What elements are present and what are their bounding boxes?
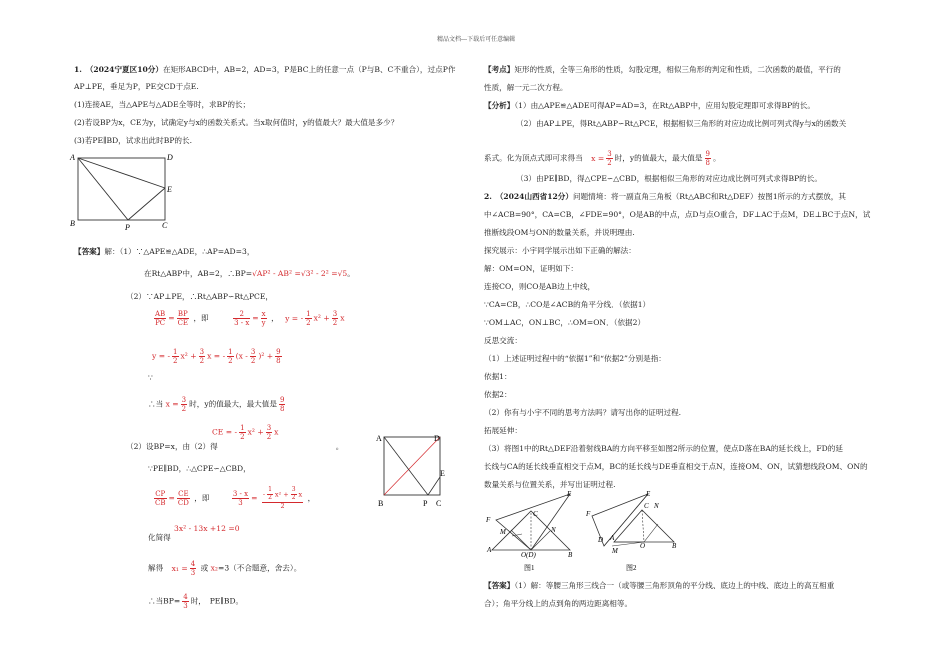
svg-text:B: B [568, 551, 573, 559]
fraction-2-3x: $\frac{2}{3 - x}$ [234, 310, 250, 328]
fraction-x-y: $\frac{x}{y}$ [261, 310, 266, 328]
svg-text:A: A [487, 546, 492, 554]
triangle-figure-2 [584, 486, 688, 574]
svg-text:O: O [640, 542, 646, 550]
fenxi-line-2: （2）由AP⊥PE，得Rt△ABP∽Rt△PCE，根据相似三角形的对应边成比例可列式得y与x的函数关 [516, 119, 847, 128]
because-symbol: ∵ [148, 373, 153, 382]
svg-text:D: D [434, 434, 440, 443]
answer-label: 【答案】 [74, 247, 105, 256]
problem-2-line-1: 2. （2024山西省12分）问题情境：将一副直角三角板（Rt△ABC和Rt△DEF）按图1所示的方式摆放，其 [484, 192, 846, 201]
max-value-line: ∴当 x = $\frac{3}{2}$ 时，y的值最大，最大值是 $\frac{9}{8}$ [148, 396, 285, 414]
svg-text:A: A [610, 534, 615, 542]
svg-text:E: E [567, 490, 572, 498]
svg-text:B: B [672, 542, 677, 550]
problem-1-line-2: AP⊥PE，垂足为P，PE交CD于点E. [74, 82, 199, 91]
svg-text:M: M [500, 528, 506, 536]
part-3-intro: （2）设BP=x，由（2）得 。 [126, 442, 344, 451]
ce-equation: CE = - $\frac{1}{2}$ x² + $\frac{3}{2}$ x [212, 424, 279, 442]
svg-text:C: C [436, 499, 442, 508]
fenxi-line-4: （3）由PE∥BD，得△CPE∽△CBD，根据相似三角形的对应边成比例可列式求得BP的长。 [516, 174, 822, 183]
svg-text:C: C [644, 502, 649, 510]
kaodian-line-1: 【考点】矩形的性质，全等三角形的性质，勾股定理，相似三角形的判定和性质，二次函数的最值，平行的 [484, 65, 841, 74]
svg-text:E: E [646, 490, 651, 498]
explore-line: 探究展示：小宇同学展示出如下正确的解法： [484, 246, 636, 255]
solution-line-1: 解：OM=ON，证明如下： [484, 264, 578, 273]
svg-text:F: F [586, 510, 591, 518]
solution-line-3: ∵CA=CB，∴CO是∠ACB的角平分线．（依据1） [484, 300, 651, 309]
ratio-2-line: $\frac{CP}{CB}$ = $\frac{CE}{CD}$ ，即 $\frac{3 - x}{3}$ = - $\frac{1}{2}$ x² + $\frac{3}{2}$ x 2 ， [155, 486, 316, 510]
parallel-line: ∵PE∥BD，∴△CPE∽△CBD， [148, 464, 251, 473]
rectangle-figure-2 [376, 428, 452, 510]
svg-text:D: D [598, 536, 604, 544]
quadratic-equation: 3x² - 13x +12 =0 [174, 524, 240, 533]
svg-text:B: B [378, 499, 384, 508]
extend-line-2: 长线与CA的延长线垂直相交于点M，BC的延长线与DE垂直相交于点N，连接OM、ON，试猜想线段OM、ON的 [484, 462, 868, 471]
final-answer-line: ∴当BP= $\frac{4}{3}$ 时， PE∥BD。 [148, 593, 244, 611]
rectangle-figure-1 [68, 150, 178, 232]
simplify-label: 化简得 [148, 533, 171, 542]
problem-2-line-3: 推断线段OM与ON的数量关系，并说明理由. [484, 228, 635, 237]
fenxi-line-3: 系式。化为顶点式即可求得当 x = $\frac{3}{2}$ 时，y的值最大，最大值是 $\frac{9}{8}$ 。 [484, 150, 721, 168]
svg-text:A: A [376, 434, 382, 443]
pythagoras-equation: √AP² - AB² =√3² - 2² =√5 [252, 269, 348, 278]
extend-line-3: 数量关系与位置关系，并写出证明过程. [484, 480, 616, 489]
answer-2-line-2: 合）；角平分线上的点到角的两边距离相等。 [484, 599, 633, 608]
basis-1: 依据1： [484, 372, 512, 381]
fenxi-line-1: 【分析】（1）由△APE≌△ADE可得AP=AD=3，在Rt△ABP中，应用勾股定理即可求得BP的长。 [484, 101, 815, 110]
problem-2-line-2: 中∠ACB=90°，CA=CB，∠FDE=90°，O是AB的中点，点D与点O重合，DF⊥AC于点M，DE⊥BC于点N，试 [484, 210, 871, 219]
basis-2: 依据2： [484, 390, 512, 399]
svg-text:O(D): O(D) [521, 551, 536, 559]
fig2-caption: 图2 [626, 564, 637, 572]
label-D: D [167, 153, 173, 162]
page-header: 精品文档---下载后可任意编辑 [437, 36, 516, 43]
label-C: C [162, 221, 168, 230]
label-B: B [70, 219, 75, 228]
svg-text:P: P [423, 499, 428, 508]
reflect-question-1: （1）上述证明过程中的“依据1”和“依据2”分别是指： [484, 354, 666, 363]
vertex-form-line: y = - $\frac{1}{2}$ x² + $\frac{3}{2}$ x = - $\frac{1}{2}$ (x - $\frac{3}{2}$ )² + $\frac{9}{8}$ [152, 348, 281, 366]
solve-line: 解得 x₁ = $\frac{4}{3}$ 或 x₂=3（不合题意，舍去）。 [148, 560, 302, 578]
triangle-figure-1 [484, 486, 584, 574]
svg-text:E: E [440, 469, 445, 478]
ratio-equation-line: $\frac{AB}{PC}$ = $\frac{BP}{CE}$ ，即 $\frac{2}{3 - x}$ = $\frac{x}{y}$ ， y = - $\frac{1}{2}$ x² + $\frac{3}{2}$ x [155, 310, 345, 328]
extend-line-1: （3）将图1中的Rt△DEF沿着射线BA的方向平移至如图2所示的位置，使点D落在BA的延长线上，FD的延 [484, 444, 843, 453]
reflect-label: 反思交流： [484, 336, 522, 345]
solution-line-4: ∵OM⊥AC，ON⊥BC，∴OM=ON．（依据2） [484, 318, 646, 327]
problem-1-q3: (3)若PE∥BD，试求出此时BP的长. [74, 136, 193, 145]
answer-1-intro: 【答案】解：（1）∵△APE≌△ADE，∴AP=AD=3， [74, 247, 255, 256]
problem-1-statement: 在矩形ABCD中，AB=2，AD=3，P是BC上的任意一点（P与B、C不重合），过点P作 [163, 65, 456, 74]
svg-text:N: N [654, 502, 659, 510]
problem-1-q2: (2)若设BP为x，CE为y，试确定y与x的函数关系式。当x取何值时，y的值最大？最大值是多少？ [74, 118, 399, 127]
svg-text:C: C [533, 510, 538, 518]
svg-text:M: M [612, 547, 618, 555]
fraction-bp-ce: $\frac{BP}{CE}$ [177, 310, 189, 328]
similar-triangles-line: （2）∵AP⊥PE，∴Rt△ABP∽Rt△PCE， [126, 292, 273, 301]
label-E: E [167, 185, 172, 194]
problem-1-line-1 [74, 64, 455, 75]
fraction-ab-pc: $\frac{AB}{PC}$ [155, 310, 166, 328]
fig1-caption: 图1 [524, 564, 535, 572]
reflect-question-2: （2）你有与小宇不同的思考方法吗？请写出你的证明过程. [484, 408, 682, 417]
label-A: A [70, 153, 75, 162]
kaodian-line-2: 性质，解一元二次方程。 [484, 83, 568, 92]
problem-1-title: 1. （2024宁夏区10分） [74, 65, 163, 74]
svg-text:N: N [551, 526, 556, 534]
extend-label: 拓展延伸： [484, 426, 522, 435]
solution-line-2: 连接CO，则CO是AB边上中线， [484, 282, 596, 291]
svg-text:F: F [486, 516, 491, 524]
problem-1-q1: (1)连接AE，当△APE与△ADE全等时，求BP的长； [74, 100, 251, 109]
label-P: P [125, 223, 130, 232]
answer-2-line-1: 【答案】（1）解：等腰三角形三线合一（或等腰三角形顶角的平分线、底边上的中线、底边上的高互相重 [484, 581, 835, 590]
pythagoras-line: 在Rt△ABP中，AB=2，∴BP=√AP² - AB² =√3² - 2² =√5。 [144, 269, 355, 278]
